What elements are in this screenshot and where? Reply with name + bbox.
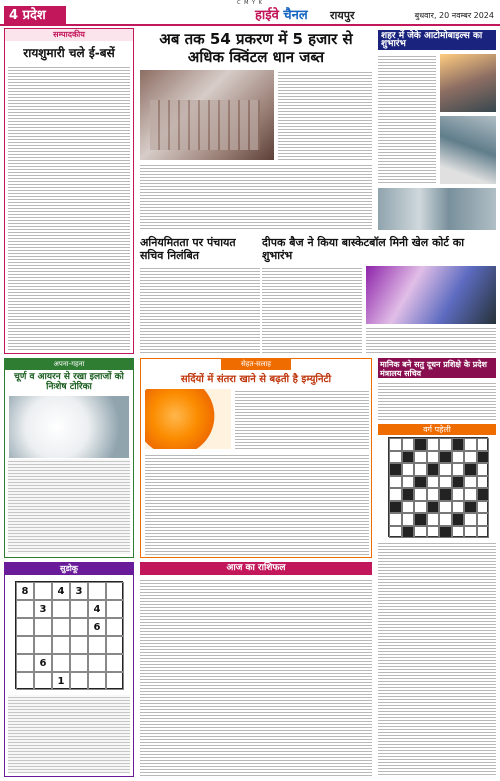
editorial-column xyxy=(4,28,134,354)
panchayat-headline: अनियमितता पर पंचायत सचिव निलंबित xyxy=(140,236,236,262)
sudoku-cell xyxy=(16,618,34,636)
sudoku-cell: 6 xyxy=(88,618,106,636)
sudoku-cell xyxy=(34,582,52,600)
sudoku-cell xyxy=(106,582,124,600)
page-number: 4 xyxy=(9,8,19,23)
orange-image xyxy=(145,389,231,449)
sudoku-grid xyxy=(15,581,123,689)
sudoku-cell xyxy=(52,636,70,654)
sudoku-box xyxy=(4,562,134,777)
basketball-body-text-continued xyxy=(366,326,496,354)
edition-city: रायपुर xyxy=(330,9,355,22)
sudoku-cell xyxy=(106,672,124,690)
section-name: प्रदेश xyxy=(22,8,46,23)
sudoku-cell xyxy=(88,654,106,672)
crossword-grid xyxy=(388,437,488,537)
editorial-label: सम्पादकीय xyxy=(5,29,133,41)
sudoku-cell xyxy=(52,600,70,618)
sudoku-cell xyxy=(70,636,88,654)
basketball-body-text xyxy=(262,266,362,354)
health-tip-text-continued xyxy=(145,453,369,555)
sudoku-cell xyxy=(106,618,124,636)
lead-headline: अब तक 54 प्रकरण में 5 हजार से अधिक क्विंटल धान जब्त xyxy=(159,30,353,66)
panchayat-body-text xyxy=(140,266,260,354)
sudoku-cell xyxy=(34,636,52,654)
sudoku-cell: 1 xyxy=(52,672,70,690)
health-box-left-title: चूर्ण व आयरन से रखा इलाजों को निःशेष टोरिका xyxy=(14,372,124,392)
newspaper-brand xyxy=(255,6,308,26)
right-top-body-text xyxy=(378,54,436,184)
right-top-photo-2 xyxy=(440,116,496,184)
health-box-left xyxy=(4,358,134,558)
crossword-label: वर्ग पहेली xyxy=(378,424,496,435)
sudoku-cell xyxy=(16,654,34,672)
sudoku-cell xyxy=(16,672,34,690)
sudoku-cell xyxy=(106,636,124,654)
sudoku-rules-text xyxy=(8,695,130,773)
health-tip-text xyxy=(235,389,369,449)
sudoku-cell: 8 xyxy=(16,582,34,600)
sudoku-cell: 6 xyxy=(34,654,52,672)
sudoku-cell xyxy=(34,672,52,690)
basketball-headline: दीपक बैज ने किया बास्केटबॉल मिनी खेल कोर्ट का शुभारंभ xyxy=(262,236,465,262)
masthead xyxy=(0,6,500,26)
sudoku-cell xyxy=(88,582,106,600)
sudoku-cell xyxy=(70,618,88,636)
dateline: बुधवार, 20 नवम्बर 2024 xyxy=(414,11,494,20)
sudoku-cell: 4 xyxy=(52,582,70,600)
print-registration-marks: C M Y K xyxy=(237,0,263,6)
sudoku-cell xyxy=(70,654,88,672)
sudoku-cell xyxy=(34,618,52,636)
sudoku-cell: 3 xyxy=(34,600,52,618)
lead-body-text xyxy=(278,70,372,160)
showroom-photo xyxy=(378,188,496,230)
sudoku-cell xyxy=(88,672,106,690)
page-section-tag xyxy=(4,6,66,26)
right-mid-body-text xyxy=(378,381,496,421)
lead-body-text-continued xyxy=(140,163,372,231)
editorial-body-text xyxy=(8,65,130,350)
sudoku-cell xyxy=(106,654,124,672)
horoscope-text xyxy=(140,578,372,777)
sudoku-cell xyxy=(52,618,70,636)
right-top-photo xyxy=(440,54,496,112)
right-top-headline: शहर में जेके आटोमोबाइल्स का शुभारंभ xyxy=(378,30,496,50)
health-box-left-text xyxy=(8,459,130,554)
brand-name-part1: हाईवे xyxy=(255,8,279,23)
sudoku-cell xyxy=(52,654,70,672)
horoscope-label: आज का राशिफल xyxy=(140,562,372,575)
sudoku-cell xyxy=(16,600,34,618)
sudoku-cell xyxy=(88,636,106,654)
health-tip-label: सेहत-सलाह xyxy=(221,359,291,370)
sudoku-cell xyxy=(70,672,88,690)
brand-name-part2: चैनल xyxy=(283,8,308,23)
health-tip-title: सर्दियों में संतरा खाने से बढ़ती है इम्युनिटी xyxy=(180,374,332,385)
sudoku-cell: 3 xyxy=(70,582,88,600)
crossword-clues xyxy=(378,541,496,777)
editorial-title: रायशुमारी चले ई-बसें xyxy=(23,46,115,60)
right-mid-headline: मानिक बने सतु दूधन प्रशिक्षे के प्रदेश मंत्रालय सचिव xyxy=(378,358,496,378)
health-tip-box xyxy=(140,358,372,558)
health-box-left-label: अपना-गहना xyxy=(5,359,133,370)
sudoku-cell xyxy=(70,600,88,618)
sudoku-cell: 4 xyxy=(88,600,106,618)
sudoku-cell xyxy=(16,636,34,654)
sudoku-cell xyxy=(106,600,124,618)
basketball-court-photo xyxy=(366,266,496,324)
health-box-left-image xyxy=(9,396,129,458)
sudoku-label: सुडोकू xyxy=(5,563,133,575)
lead-photo xyxy=(140,70,274,160)
